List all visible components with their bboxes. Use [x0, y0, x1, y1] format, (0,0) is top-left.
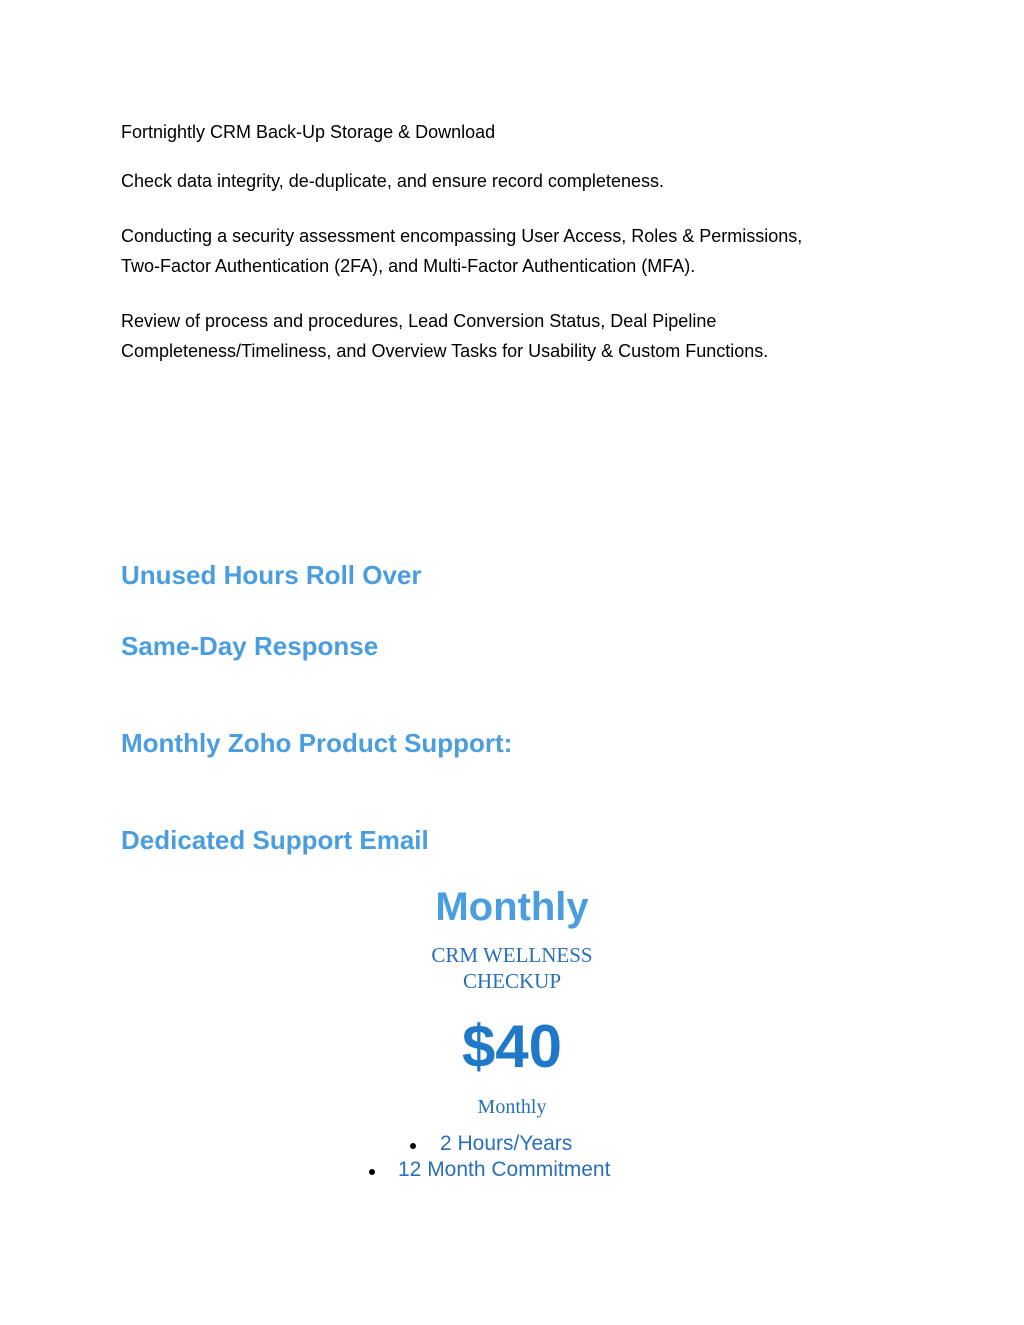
process-review-text	[121, 306, 921, 366]
heading-unused-hours: Unused Hours Roll Over	[121, 560, 422, 590]
plan-name: Monthly	[435, 885, 589, 929]
bullet-icon	[410, 1143, 416, 1149]
heading-product-support: Monthly Zoho Product Support:	[121, 728, 513, 758]
process-review-line-1: Review of process and procedures, Lead Conversion Status, Deal Pipeline	[121, 311, 717, 331]
process-review-line-2: Completeness/Timeliness, and Overview Tasks for Usability & Custom Functions.	[121, 341, 769, 361]
security-assessment-line-1: Conducting a security assessment encompassing User Access, Roles & Permissions,	[121, 226, 803, 246]
feature-item	[0, 1157, 1024, 1183]
plan-subtitle-line-2: CHECKUP	[462, 969, 562, 993]
feature-list	[0, 1131, 1024, 1183]
security-assessment-text	[121, 221, 921, 281]
bullet-icon	[369, 1169, 375, 1175]
data-integrity-text: Check data integrity, de-duplicate, and ensure record completeness.	[121, 171, 664, 191]
backup-text: Fortnightly CRM Back-Up Storage & Download	[121, 122, 496, 142]
plan-subtitle-line-1: CRM WELLNESS	[431, 943, 593, 967]
security-assessment-line-2: Two-Factor Authentication (2FA), and Multi-Factor Authentication (MFA).	[121, 256, 696, 276]
feature-item	[0, 1131, 1024, 1157]
feature-text: 2 Hours/Years	[440, 1132, 573, 1155]
plan-subtitle	[0, 942, 1024, 994]
plan-period: Monthly	[477, 1096, 547, 1118]
feature-text: 12 Month Commitment	[398, 1158, 611, 1181]
plan-price: $40	[461, 1013, 563, 1080]
heading-same-day-response: Same-Day Response	[121, 631, 379, 661]
heading-support-email: Dedicated Support Email	[121, 825, 429, 855]
